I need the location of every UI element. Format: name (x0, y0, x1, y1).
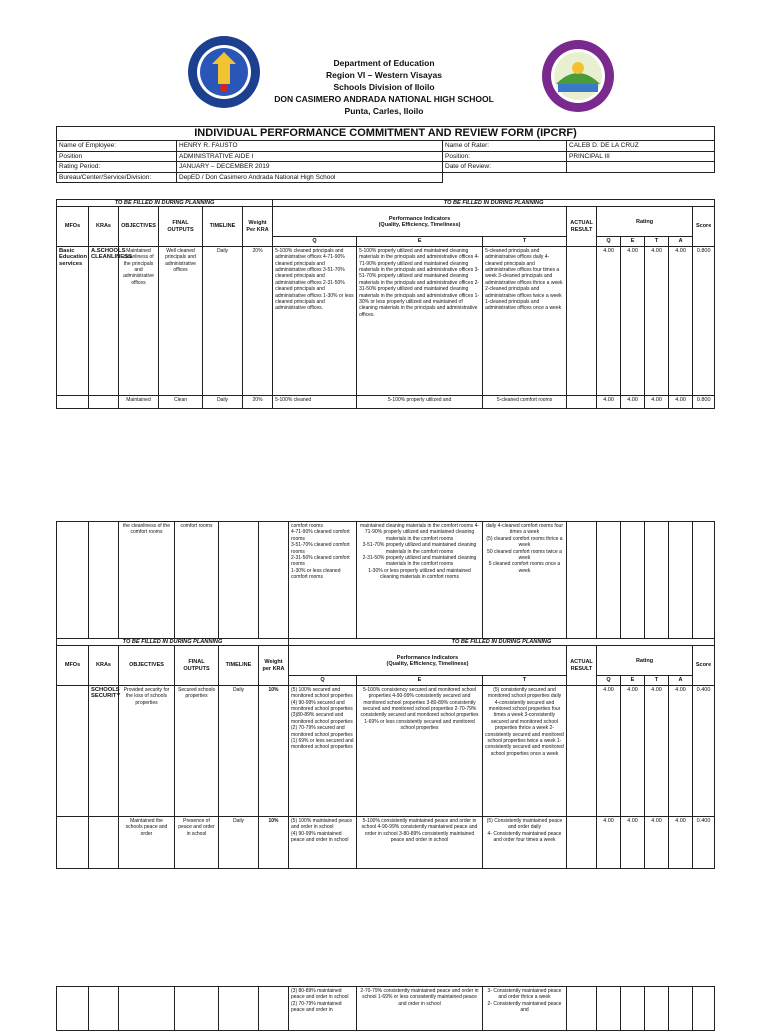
score-cell: 0.800 (693, 395, 715, 408)
score-cell: 0.800 (693, 246, 715, 395)
col-rating-e: E (621, 237, 645, 246)
col-rating-t: T (645, 237, 669, 246)
kra-table-2 (56, 521, 715, 869)
efficiency-indicator-cell: 5-100% consistency secured and monitored school properties 4-90-99% consistently secured and monitored school properties 3-80-89% consistently secured and monitored school properties 2-70-79% consistently secured and monitored school properties 1-69% or less consistently secured and monitored school properties (357, 685, 483, 816)
col-t: T (483, 237, 567, 246)
col-timeline: TIMELINE (219, 646, 259, 685)
rating-q-cell: 4.00 (597, 395, 621, 408)
kra-table-1 (56, 199, 715, 409)
rating-q-cell: 4.00 (597, 685, 621, 816)
quality-indicator-cell: comfort rooms 4-71-90% cleaned comfort rooms 3-51-70% cleaned comfort rooms 2-31-50% cleaned comfort rooms 1-30% or less cleaned comfort rooms (289, 522, 357, 639)
fill-label-left: TO BE FILLED IN DURING PLANNING (57, 639, 289, 646)
position-value: ADMINISTRATIVE AIDE I (177, 151, 443, 162)
rater-value: CALEB D. DE LA CRUZ (567, 141, 715, 152)
quality-indicator-cell: 5-100% cleaned principals and administrative offices 4-71-90% cleaned principals and administrative offices 3-51-70% cleaned principals and administrative offices 2-31-50% cleaned principals and administrative offices 1-30% or less cleaned principals and administrative offices. (273, 246, 357, 395)
col-rating-q: Q (597, 237, 621, 246)
fill-label-right: TO BE FILLED IN DURING PLANNING (289, 639, 715, 646)
timeliness-indicator-cell: 5-cleaned comfort rooms (483, 395, 567, 408)
output-cell: Secured schools properties (175, 685, 219, 816)
col-actual: ACTUAL RESULT (567, 646, 597, 685)
col-objectives: OBJECTIVES (119, 207, 159, 246)
rater-position-label: Position: (443, 151, 567, 162)
col-t: T (483, 676, 567, 685)
col-kras: KRAs (89, 646, 119, 685)
rating-t-cell: 4.00 (645, 685, 669, 816)
timeline-cell: Daily (219, 816, 259, 868)
timeliness-indicator-cell: 5-cleaned principals and administrative offices daily 4-cleaned principals and administrative offices four times a week 3-cleaned principals and administrative offices thrice a week 2-cleaned principals and administrative offices twice a week 1-cleaned principals and administrative offices once a week (483, 246, 567, 395)
rating-t-cell: 4.00 (645, 395, 669, 408)
rating-e-cell: 4.00 (621, 395, 645, 408)
timeline-cell: Daily (219, 685, 259, 816)
rater-position-value: PRINCIPAL III (567, 151, 715, 162)
period-label: Rating Period: (57, 162, 177, 173)
efficiency-indicator-cell: 5-100% properly utilized and maintained cleaning materials in the principals and administrative offices 4-71-90% properly utilized and maintained cleaning materials in the principals and administrative offices 3-51-70% properly utilized and maintained cleaning materials in the principals and administrative offices 2-31-50% properly utilized and maintained cleaning materials in the principals and administrative offices 1-30% or less properly utilized and maintained of cleaning materials in the principals and administrative offices. (357, 246, 483, 395)
perf-ind-label: Performance Indicators (396, 654, 459, 661)
page-gap (0, 880, 768, 985)
col-objectives: OBJECTIVES (119, 646, 175, 685)
rater-label: Name of Rater: (443, 141, 567, 152)
col-score: Score (693, 646, 715, 685)
page-1 (0, 0, 768, 420)
rating-q-cell: 4.00 (597, 816, 621, 868)
header-line-division: Schools Division of Iloilo (333, 82, 435, 92)
col-final-outputs: FINAL OUTPUTS (159, 207, 203, 246)
page-gap (0, 420, 768, 520)
rating-e-cell: 4.00 (621, 816, 645, 868)
rating-a-cell: 4.00 (669, 685, 693, 816)
form-title: INDIVIDUAL PERFORMANCE COMMITMENT AND REVIEW FORM (IPCRF) (57, 127, 715, 141)
employee-label: Name of Employee: (57, 141, 177, 152)
mfo-cell: Basic Education services (57, 246, 89, 395)
employee-value: HENRY R. FAUSTO (177, 141, 443, 152)
timeline-cell: Daily (203, 246, 243, 395)
table-row (57, 987, 715, 1031)
table-row (57, 246, 715, 395)
col-weight: Weight per KRA (259, 646, 289, 685)
quality-indicator-cell: 5-100% cleaned (273, 395, 357, 408)
col-weight: Weight Per KRA (243, 207, 273, 246)
objective-cell: the cleanliness of the comfort rooms (119, 522, 175, 639)
objective-cell: Provided security for the loss of schools properties (119, 685, 175, 816)
output-cell: Well cleaned principals and administrative offices (159, 246, 203, 395)
page-3 (0, 985, 768, 1024)
score-cell: 0.400 (693, 816, 715, 868)
col-e: E (357, 237, 483, 246)
col-e: E (357, 676, 483, 685)
header-line-region: Region VI – Western Visayas (326, 70, 442, 80)
efficiency-indicator-cell: maintained cleaning materials in the comfort rooms 4-71-90% properly utilized and maintained cleaning materials in the comfort rooms 3-51-70% properly utilized and maintained cleaning materials in the comfort rooms 2-31-50% properly utilized and maintained cleaning materials in the comfort rooms 1-30% or less properly utilized and maintained cleaning materials in comfort rooms (357, 522, 483, 639)
objective-cell: Maintained (119, 395, 159, 408)
actual-result-cell (567, 685, 597, 816)
timeliness-indicator-cell: 3- Consistently maintained peace and order thrice a week 2- Consistently maintained peace and (483, 987, 567, 1031)
perf-ind-label: Performance Indicators (388, 215, 451, 222)
quality-indicator-cell: (5) 100% secured and monitored school properties (4) 90-99% secured and monitored school properties (3)80-89% secured and monitored school properties (2) 70-79% secured and monitored school properties (1) 69% or less secured and monitored school properties (289, 685, 357, 816)
quality-indicator-cell: (5) 100% maintained peace and order in school (4) 90-99% maintained peace and order in school (289, 816, 357, 868)
objective-cell: Maintained cleanliness of the principals and administrative offices (119, 246, 159, 395)
efficiency-indicator-cell: 5-100% properly utilized and (357, 395, 483, 408)
col-perf-indicators (289, 646, 567, 676)
col-q: Q (289, 676, 357, 685)
table-row (57, 685, 715, 816)
bureau-value: DepED / Don Casimero Andrada National High School (177, 172, 443, 183)
col-perf-indicators (273, 207, 567, 237)
objective-cell: Maintained the schools peace and order (119, 816, 175, 868)
col-mfos: MFOs (57, 207, 89, 246)
period-value: JANUARY – DECEMBER 2019 (177, 162, 443, 173)
actual-result-cell (567, 395, 597, 408)
timeliness-indicator-cell: (5) Consistently maintained peace and order daily 4- Consistently maintained peace and order four times a week (483, 816, 567, 868)
rating-t-cell: 4.00 (645, 246, 669, 395)
rating-e-cell: 4.00 (621, 685, 645, 816)
review-value (567, 162, 715, 173)
quality-indicator-cell: (3) 80-89% maintained peace and order in school (2) 70-79% maintained peace and order in (289, 987, 357, 1031)
rating-a-cell: 4.00 (669, 395, 693, 408)
timeliness-indicator-cell: (5) consistently secured and monitored school properties daily 4-consistently secured and monitored school properties four times a week 3-consistently secured and monitored school properties thrice a week 2-consistently secured and monitored school properties twice a week 1-consistently secured and monitored school properties once a week (483, 685, 567, 816)
col-rating: Rating (597, 207, 693, 237)
timeline-cell: Daily (203, 395, 243, 408)
school-header (230, 57, 538, 117)
col-score: Score (693, 207, 715, 246)
weight-cell: 20% (243, 395, 273, 408)
fill-label-left: TO BE FILLED IN DURING PLANNING (57, 200, 273, 207)
col-q: Q (273, 237, 357, 246)
kra-table-3 (56, 986, 715, 1031)
rating-a-cell: 4.00 (669, 246, 693, 395)
col-rating: Rating (597, 646, 693, 676)
efficiency-indicator-cell: 5-100% consistently maintained peace and order in school 4-90-99% consistently maintained peace and order in school 3-80-89% consistently maintained peace and order in school (357, 816, 483, 868)
col-rating-a: A (669, 237, 693, 246)
efficiency-indicator-cell: 2-70-79% consistently maintained peace and order in school 1-69% or less consistently maintained peace and order in school (357, 987, 483, 1031)
col-final-outputs: FINAL OUTPUTS (175, 646, 219, 685)
output-cell: Presence of peace and order in school (175, 816, 219, 868)
rating-q-cell: 4.00 (597, 246, 621, 395)
col-kras: KRAs (89, 207, 119, 246)
col-mfos: MFOs (57, 646, 89, 685)
qet-label: (Quality, Efficiency, Timeliness) (386, 660, 469, 667)
timeliness-indicator-cell: daily 4-cleaned comfort rooms four times a week (5) cleaned comfort rooms thrice a week 50 cleaned comfort rooms twice a week 5 cleaned comfort rooms once a week (483, 522, 567, 639)
review-label: Date of Review: (443, 162, 567, 173)
col-actual: ACTUAL RESULT (567, 207, 597, 246)
col-timeline: TIMELINE (203, 207, 243, 246)
col-rating-e: E (621, 676, 645, 685)
employee-info-table (56, 126, 715, 183)
kra-cell: A.SCHOOLS CLEANLINESS (89, 246, 119, 395)
col-rating-a: A (669, 676, 693, 685)
header-line-school: DON CASIMERO ANDRADA NATIONAL HIGH SCHOOL (274, 94, 494, 104)
page-2 (0, 520, 768, 880)
col-rating-t: T (645, 676, 669, 685)
score-cell: 0.400 (693, 685, 715, 816)
actual-result-cell (567, 246, 597, 395)
rating-a-cell: 4.00 (669, 816, 693, 868)
table-row (57, 816, 715, 868)
rating-e-cell: 4.00 (621, 246, 645, 395)
output-cell: comfort rooms (175, 522, 219, 639)
table-row (57, 522, 715, 639)
table-row (57, 395, 715, 408)
kra-cell: SCHOOLS SECURITY (89, 685, 119, 816)
actual-result-cell (567, 816, 597, 868)
position-label: Position (57, 151, 177, 162)
qet-label: (Quality, Efficiency, Timeliness) (378, 221, 461, 228)
weight-cell: 20% (243, 246, 273, 395)
output-cell: Clean (159, 395, 203, 408)
weight-cell: 10% (259, 816, 289, 868)
header-line-address: Punta, Carles, Iloilo (344, 106, 424, 116)
bureau-label: Bureau/Center/Service/Division: (57, 172, 177, 183)
col-rating-q: Q (597, 676, 621, 685)
division-seal-icon (540, 38, 616, 114)
weight-cell: 10% (259, 685, 289, 816)
header-line-department: Department of Education (333, 58, 435, 68)
rating-t-cell: 4.00 (645, 816, 669, 868)
fill-label-right: TO BE FILLED IN DURING PLANNING (273, 200, 715, 207)
